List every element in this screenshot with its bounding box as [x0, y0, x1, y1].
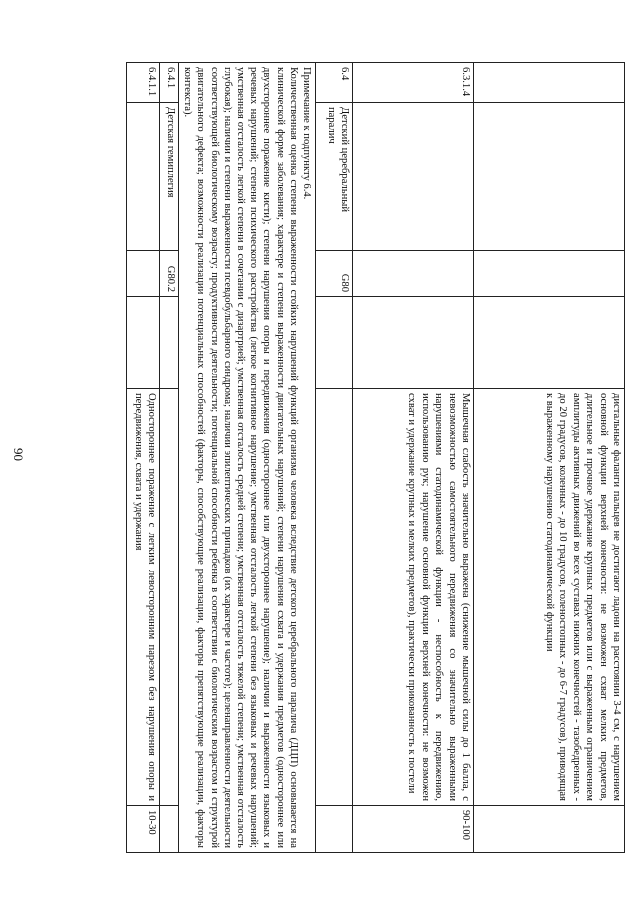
percent-cell [159, 806, 178, 853]
description-cell [316, 389, 353, 806]
note-text: Количественная оценка степени выраженности стойких нарушений функций организма человека вследствие детского церебрального паралича (ДЦП) основывается на клинической форме заболевания; характере и степени выраженности двигательных нарушений; степени нарушения схвата и удержания предметов (одностороннее или двухстороннее поражение кисти); степени нарушения опоры и передвижения (одностороннее или двухстороннее нарушение); наличии и выраженности языковых и речевых нарушений; степени психического расстройства (легкое когнитивное нарушение; умственная отсталость легкой степени без языковых и речевых нарушений; умственная отсталость легкой степени в сочетании с дизартрией; умственная отсталость средней степени; умственная отсталость тяжелой степени; умственная отсталость глубокая); наличии и степени выраженности псевдобульбарного синдрома; наличии эпилептических припадков (их характере и частоте); целенаправленности деятельности соответствующей биологическому возрасту; продуктивности деятельности; потенциальной способности ребенка в соответствии с биологическим возрастом и структурой двигательного дефекта; возможности реализации потенциальных способностей (факторы, способствующие реализации, факторы препятствующие реализации, факторы контекста). [182, 67, 299, 848]
note-row [178, 63, 315, 853]
code-cell: 6.4.1.1 [126, 63, 159, 103]
mkb-cell: G80 [316, 251, 353, 297]
table-row [126, 63, 159, 853]
mid-cell [474, 297, 625, 389]
code-cell: 6.4.1 [159, 63, 178, 103]
mid-cell [126, 297, 159, 389]
table-row [474, 63, 625, 853]
description-cell: Мышечная слабость значительно выражена (снижение мышечной силы до 1 балла, с невозможностью самостоятельного передвижения со значительно выраженными нарушениями статодинамической функции - неспособность к передвижению, использованию рук; нарушение основной функции верхней конечности: не возможен схват и удержание крупных и мелких предметов), практически прикованность к постели [353, 389, 474, 806]
code-cell [474, 63, 625, 103]
rotated-page [100, 62, 625, 852]
mid-cell [353, 297, 474, 389]
description-cell: Одностороннее поражение с легким левосторонним парезом без нарушения опоры и передвижения, схвата и удержания [126, 389, 159, 806]
percent-cell [474, 806, 625, 853]
mkb-cell [353, 251, 474, 297]
description-cell [159, 389, 178, 806]
name-cell: Детский церебральный паралич [316, 103, 353, 251]
percent-cell: 10-30 [126, 806, 159, 853]
percent-cell: 90-100 [353, 806, 474, 853]
description-cell: дистальные фаланги пальцев не достигают ладони на расстоянии 3-4 см, с нарушением основной функции верхней конечности: не возможен схват мелких предметов, длительное и прочное удержание крупных предметов или с выраженным ограничением амплитуды активных движений во всех суставах нижних конечностей - тазобедренных - до 20 градусов, коленных - до 10 градусов, голеностопных - до 6-7 градусов), приводящая к выраженному нарушению статодинамической функции [474, 389, 625, 806]
name-cell [126, 103, 159, 251]
table-row [159, 63, 178, 853]
mkb-cell: G80.2 [159, 251, 178, 297]
percent-cell [316, 806, 353, 853]
table-row [316, 63, 353, 853]
mkb-cell [126, 251, 159, 297]
code-cell: 6.4 [316, 63, 353, 103]
page-number: 90 [11, 448, 26, 461]
table-row [353, 63, 474, 853]
mid-cell [159, 297, 178, 389]
name-cell: Детская гемиплегия [159, 103, 178, 251]
mkb-cell [474, 251, 625, 297]
note-title: Примечание к подпункту 6.4. [301, 67, 312, 200]
name-cell [353, 103, 474, 251]
name-cell [474, 103, 625, 251]
code-cell: 6.3.1.4 [353, 63, 474, 103]
note-cell [178, 63, 315, 853]
disability-criteria-table [126, 62, 625, 853]
mid-cell [316, 297, 353, 389]
